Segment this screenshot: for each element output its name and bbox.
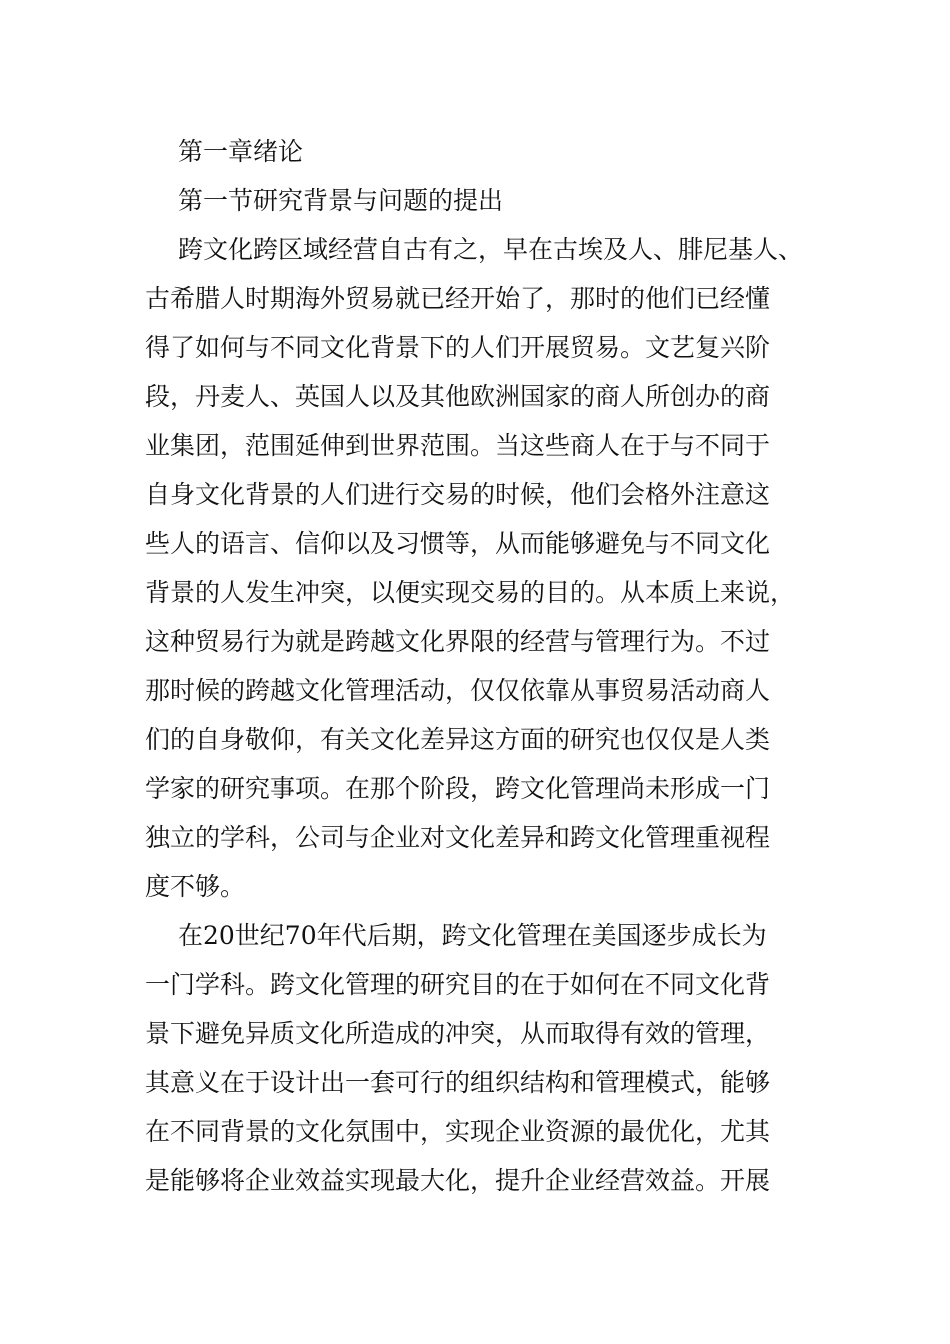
paragraph-line: 古希腊人时期海外贸易就已经开始了，那时的他们已经懂 [145,284,771,313]
paragraph-line: 这种贸易行为就是跨越文化界限的经营与管理行为。不过 [145,627,771,656]
paragraph-line: 学家的研究事项。在那个阶段，跨文化管理尚未形成一门 [145,774,771,803]
paragraph-line: 景下避免异质文化所造成的冲突，从而取得有效的管理， [145,1019,771,1048]
section-title: 第一节研究背景与问题的提出 [178,186,504,215]
paragraph-line: 背景的人发生冲突，以便实现交易的目的。从本质上来说， [145,578,796,607]
paragraph-line: 在不同背景的文化氛围中，实现企业资源的最优化，尤其 [145,1117,771,1146]
paragraph-line: 自身文化背景的人们进行交易的时候，他们会格外注意这 [145,480,771,509]
paragraph-line: 跨文化跨区域经营自古有之，早在古埃及人、腓尼基人、 [178,235,804,264]
paragraph-line: 段，丹麦人、英国人以及其他欧洲国家的商人所创办的商 [145,382,771,411]
paragraph-2 [145,911,805,1205]
paragraph-line: 度不够。 [145,872,246,901]
document-body [145,127,805,1205]
paragraph-line: 得了如何与不同文化背景下的人们开展贸易。文艺复兴阶 [145,333,771,362]
paragraph-line: 业集团，范围延伸到世界范围。当这些商人在于与不同于 [145,431,771,460]
paragraph-line: 独立的学科，公司与企业对文化差异和跨文化管理重视程 [145,823,771,852]
paragraph-line: 些人的语言、信仰以及习惯等，从而能够避免与不同文化 [145,529,771,558]
paragraph-line: 们的自身敬仰，有关文化差异这方面的研究也仅仅是人类 [145,725,771,754]
paragraph-line: 一门学科。跨文化管理的研究目的在于如何在不同文化背 [145,970,771,999]
paragraph-1 [145,225,805,911]
paragraph-line: 是能够将企业效益实现最大化，提升企业经营效益。开展 [145,1166,771,1195]
paragraph-line: 其意义在于设计出一套可行的组织结构和管理模式，能够 [145,1068,771,1097]
paragraph-line: 在20世纪70年代后期，跨文化管理在美国逐步成长为 [178,921,767,950]
paragraph-line: 那时候的跨越文化管理活动，仅仅依靠从事贸易活动商人 [145,676,771,705]
chapter-title: 第一章绪论 [178,137,304,166]
